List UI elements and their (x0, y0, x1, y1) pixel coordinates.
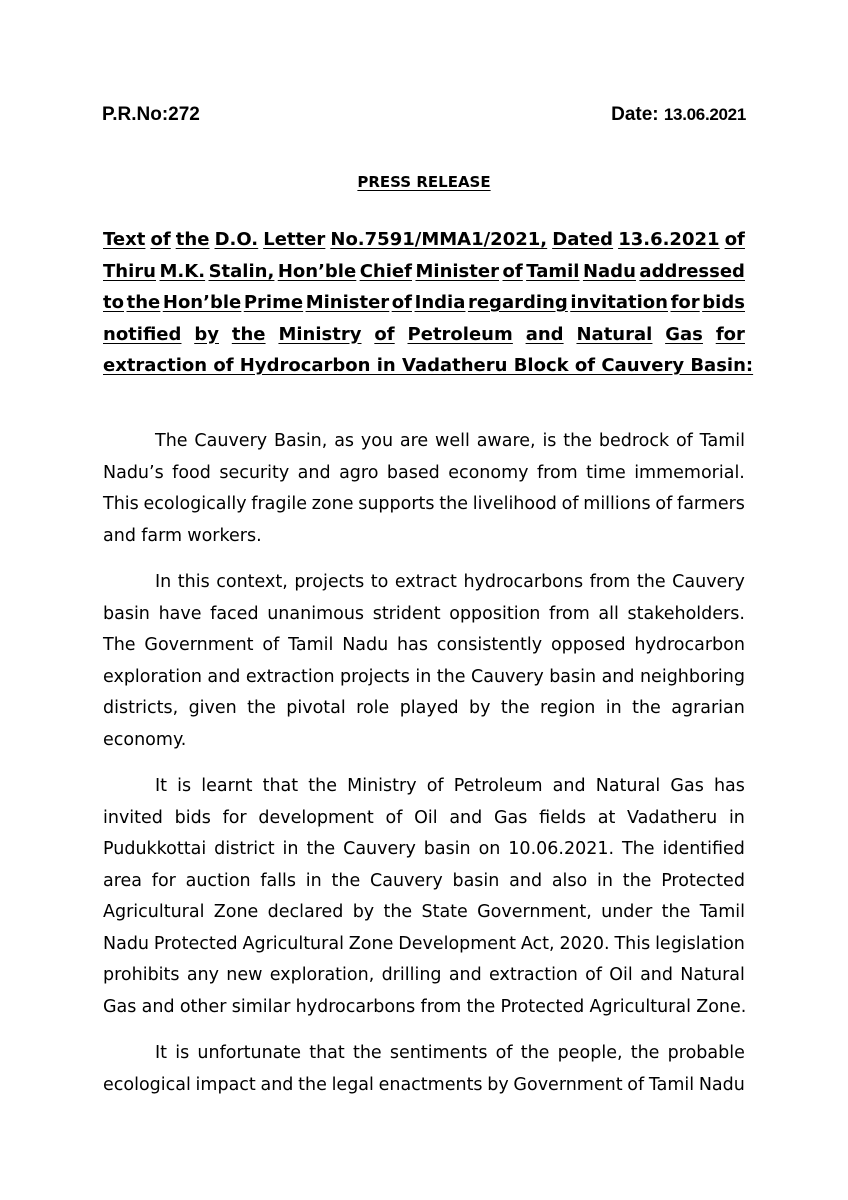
word: for (715, 323, 745, 345)
word: Hon’ble (277, 260, 357, 282)
word: enactments (378, 1074, 483, 1095)
word: context, (216, 572, 288, 592)
word: basin (103, 603, 150, 624)
subject-line (103, 287, 745, 319)
word: Pudukkottai (103, 839, 207, 859)
word: stakeholders. (627, 603, 745, 624)
word: in (728, 807, 745, 828)
word: and (449, 807, 483, 828)
word: has (397, 635, 428, 655)
word: of (385, 807, 403, 828)
word: the (383, 902, 413, 922)
word: Cauvery (343, 839, 416, 859)
word: security (219, 462, 290, 483)
word: Oil (414, 807, 438, 828)
word: the (308, 776, 337, 796)
word: is (177, 776, 192, 796)
word: the (306, 839, 336, 859)
paragraph-line (103, 567, 745, 599)
word: notified (103, 323, 182, 345)
word: the (331, 870, 361, 891)
word: similar (231, 996, 291, 1017)
word: food (172, 462, 211, 483)
paragraph-line (103, 834, 745, 866)
word: Dated (552, 229, 614, 250)
word: region (540, 698, 596, 718)
subject-line (103, 256, 745, 288)
word: legal (331, 1074, 374, 1095)
word: livelihood (472, 494, 557, 514)
word: at (597, 807, 616, 828)
word: of (150, 229, 171, 250)
word: strident (372, 603, 441, 624)
word: the (126, 292, 161, 313)
word: in (282, 839, 299, 859)
word: all (598, 603, 619, 624)
word: Natural (680, 965, 745, 985)
word: declared (267, 902, 344, 922)
word: basin (549, 666, 597, 687)
word: the (175, 229, 210, 250)
word: The (155, 431, 188, 451)
word: and (141, 996, 175, 1017)
word: Minister (305, 292, 390, 313)
word: and (103, 525, 136, 546)
word: given (188, 698, 237, 718)
paragraph-line (103, 1070, 745, 1102)
press-release-number: P.R.No:272 (102, 104, 200, 125)
word: 10.06.2021. (508, 839, 615, 859)
word: the (436, 666, 466, 687)
word: of (391, 292, 412, 313)
paragraph-2 (103, 567, 745, 756)
word: from (549, 603, 590, 624)
word: Agricultural (589, 996, 691, 1017)
word: and (640, 965, 673, 985)
word: neighboring (639, 666, 745, 687)
word: invited (103, 807, 163, 828)
word: Tamil (699, 431, 745, 451)
word: bids (174, 807, 211, 828)
word: Nadu (342, 635, 389, 655)
word: This (614, 933, 651, 954)
word: is (175, 1043, 190, 1063)
word: the (661, 902, 691, 922)
word: the (466, 996, 496, 1017)
word: district (214, 839, 275, 859)
letter-subject (103, 224, 754, 382)
word: of (561, 494, 579, 514)
word: fragile (251, 494, 307, 514)
word: 2020. (559, 933, 610, 954)
paragraph-4 (103, 1038, 745, 1101)
word: aware, (476, 431, 536, 451)
word: and (525, 323, 564, 345)
paragraph-3 (103, 771, 745, 1023)
word: extraction (245, 666, 335, 687)
word: No.7591/MMA1/2021, (330, 229, 548, 250)
word: for (151, 870, 176, 891)
word: In (155, 572, 172, 592)
word: bedrock (598, 431, 670, 451)
word: and (260, 1074, 294, 1095)
word: Thiru (103, 260, 156, 282)
word: districts, (103, 698, 179, 718)
word: exploration, (269, 965, 375, 985)
word: This (103, 494, 139, 514)
word: you (360, 431, 394, 451)
word: and (601, 666, 635, 687)
word: Tamil (288, 635, 334, 655)
word: the (622, 870, 652, 891)
word: other (179, 996, 227, 1017)
word: the (247, 698, 276, 718)
word: Gas (493, 807, 528, 828)
word: Nadu (103, 933, 150, 954)
word: extraction (489, 965, 578, 985)
word: Petroleum (407, 323, 513, 345)
word: The (621, 839, 655, 859)
word: sentiments (389, 1043, 488, 1063)
paragraph-line (103, 960, 745, 992)
word: addressed (639, 260, 745, 282)
date-label: Date: (611, 104, 659, 125)
word: learnt (201, 776, 253, 796)
word: regarding (467, 292, 568, 313)
word: the (298, 1074, 327, 1095)
word: Cauvery (471, 666, 544, 687)
word: the (231, 323, 266, 345)
word: It (155, 776, 168, 796)
word: Cauvery (672, 572, 745, 592)
word: is (542, 431, 557, 451)
word: Basin, (273, 431, 328, 451)
word: that (262, 776, 299, 796)
word: Minister (415, 260, 499, 282)
word: by (487, 1074, 509, 1095)
word: Oil (609, 965, 633, 985)
word: by (469, 698, 491, 718)
paragraph-line (103, 426, 745, 458)
word: in (605, 698, 622, 718)
word: consistently (436, 635, 543, 655)
word: The (103, 635, 136, 655)
word: to (370, 572, 389, 592)
word: workers. (187, 525, 262, 546)
paragraph-line (103, 458, 745, 490)
word: as (334, 431, 355, 451)
word: this (177, 572, 210, 592)
word: Natural (595, 776, 661, 796)
word: Gas (103, 996, 137, 1017)
word: immemorial. (634, 462, 745, 483)
word: from (589, 572, 631, 592)
word: Nadu (698, 1074, 745, 1095)
word: by (352, 902, 375, 922)
word: extract (394, 572, 457, 592)
word: 13.6.2021 (618, 229, 720, 250)
word: and (297, 462, 331, 483)
word: Vadatheru (627, 807, 718, 828)
word: basin (452, 870, 500, 891)
word: people, (557, 1043, 623, 1063)
word: Cauvery (194, 431, 268, 451)
word: Protected (500, 996, 585, 1017)
word: pivotal (286, 698, 346, 718)
word: based (386, 462, 440, 483)
press-release-title: PRESS RELEASE (357, 173, 491, 191)
subject-line: extraction of Hydrocarbon in Vadatheru Block of Cauvery Basin: (103, 355, 754, 376)
word: Tamil (526, 260, 580, 282)
word: in (305, 870, 322, 891)
word: Petroleum (453, 776, 543, 796)
word: are (399, 431, 429, 451)
word: of (502, 260, 523, 282)
word: for (222, 807, 247, 828)
word: by (194, 323, 219, 345)
word: Tamil (699, 902, 745, 922)
paragraph-line (103, 489, 745, 521)
word: Government, (477, 902, 592, 922)
word: bids (702, 292, 745, 313)
word: of (655, 494, 673, 514)
paragraph-line (103, 630, 745, 662)
word: from (536, 462, 578, 483)
word: time (586, 462, 626, 483)
word: Text (103, 229, 146, 250)
word: millions (583, 494, 651, 514)
word: legislation (655, 933, 745, 954)
word: played (399, 698, 459, 718)
word: Government (144, 635, 254, 655)
word: ecological (103, 1074, 191, 1095)
word: the (439, 494, 468, 514)
word: hydrocarbon (634, 635, 745, 655)
word: from (420, 996, 462, 1017)
word: to (103, 292, 124, 313)
date-value: 13.06.2021 (663, 105, 746, 124)
word: new (226, 965, 263, 985)
word: hydrocarbons (295, 996, 416, 1017)
word: D.O. (214, 229, 259, 250)
word: It (155, 1043, 168, 1063)
word: Letter (263, 229, 326, 250)
word: and (509, 870, 543, 891)
word: area (103, 870, 143, 891)
word: development (258, 807, 374, 828)
paragraph-line (103, 803, 745, 835)
word: M.K. (159, 260, 206, 282)
word: any (186, 965, 219, 985)
word: opposition (449, 603, 541, 624)
paragraph-line (103, 771, 745, 803)
paragraph-line (103, 662, 745, 694)
word: Zone (213, 902, 259, 922)
word: projects (294, 572, 365, 592)
paragraph-line (103, 725, 745, 757)
word: the (630, 1043, 660, 1063)
word: Protected (661, 870, 745, 891)
word: identified (662, 839, 745, 859)
word: well (435, 431, 470, 451)
paragraph-line (103, 992, 745, 1024)
word: Nadu (582, 260, 636, 282)
word: invitation (570, 292, 668, 313)
word: role (356, 698, 390, 718)
word: of (495, 1043, 513, 1063)
word: in (596, 870, 613, 891)
word: has (713, 776, 745, 796)
word: falls (260, 870, 297, 891)
word: of (426, 776, 444, 796)
word: Development (398, 933, 517, 954)
word: Chief (359, 260, 412, 282)
word: economy. (103, 729, 187, 750)
word: the (632, 698, 661, 718)
word: Ministry (347, 776, 417, 796)
word: auction (185, 870, 251, 891)
word: the (500, 698, 530, 718)
word: probable (667, 1043, 745, 1063)
word: basin (423, 839, 471, 859)
word: the (636, 572, 666, 592)
word: agrarian (671, 698, 745, 718)
word: Ministry (278, 323, 362, 345)
word: of (675, 431, 693, 451)
word: Zone. (696, 996, 747, 1017)
word: Prime (243, 292, 304, 313)
subject-line (103, 224, 745, 256)
paragraph-line (103, 521, 745, 553)
paragraph-line (103, 693, 745, 725)
word: for (670, 292, 700, 313)
word: under (601, 902, 653, 922)
word: agro (339, 462, 379, 483)
word: Stalin, (208, 260, 275, 282)
word: of (374, 323, 395, 345)
word: Gas (665, 323, 703, 345)
word: Gas (670, 776, 704, 796)
word: unfortunate (197, 1043, 302, 1063)
paragraph-1 (103, 426, 745, 552)
word: India (414, 292, 466, 313)
word: in (415, 666, 432, 687)
word: opposed (550, 635, 626, 655)
word: Agricultural (242, 933, 344, 954)
word: farmers (677, 494, 745, 514)
word: on (478, 839, 501, 859)
word: farm (141, 525, 183, 546)
word: zone (311, 494, 354, 514)
word: have (158, 603, 202, 624)
paragraph-line (103, 866, 745, 898)
word: and (448, 965, 482, 985)
word: and (552, 776, 586, 796)
word: Protected (153, 933, 238, 954)
paragraph-line (103, 1038, 745, 1070)
word: exploration (103, 666, 202, 687)
release-date (611, 104, 746, 126)
word: Act, (520, 933, 555, 954)
word: Natural (576, 323, 653, 345)
paragraph-line (103, 929, 745, 961)
word: Hon’ble (162, 292, 242, 313)
word: Nadu’s (103, 462, 164, 483)
word: prohibits (103, 965, 180, 985)
word: also (551, 870, 588, 891)
word: of (262, 635, 280, 655)
paragraph-line (103, 897, 745, 929)
word: Agricultural (103, 902, 205, 922)
word: ecologically (143, 494, 247, 514)
word: fields (539, 807, 586, 828)
word: Cauvery (370, 870, 443, 891)
word: impact (195, 1074, 256, 1095)
word: that (309, 1043, 345, 1063)
word: State (421, 902, 468, 922)
word: the (352, 1043, 382, 1063)
word: of (627, 1074, 645, 1095)
word: Zone (348, 933, 394, 954)
word: drilling (381, 965, 442, 985)
word: faced (210, 603, 259, 624)
word: Tamil (648, 1074, 695, 1095)
subject-line (103, 319, 745, 351)
word: economy (448, 462, 529, 483)
word: unanimous (267, 603, 365, 624)
header-row (102, 104, 746, 132)
word: of (585, 965, 602, 985)
word: projects (340, 666, 410, 687)
paragraph-line (103, 599, 745, 631)
word: and (207, 666, 241, 687)
word: Government (513, 1074, 623, 1095)
word: hydrocarbons (463, 572, 584, 592)
word: the (563, 431, 592, 451)
word: the (520, 1043, 550, 1063)
word: supports (358, 494, 435, 514)
word: of (724, 229, 745, 250)
